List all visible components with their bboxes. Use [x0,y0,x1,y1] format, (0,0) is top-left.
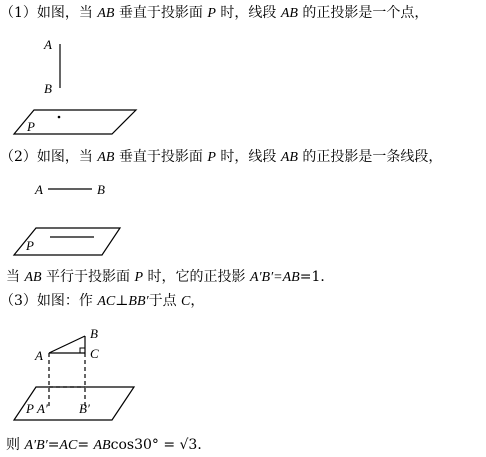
part3-text: （3）如图：作 AC⊥BB′于点 C， [0,293,205,309]
label-p: P [27,119,35,134]
label-b: B [97,182,105,197]
label-a: A [44,37,52,52]
part1-text: （1）如图，当 AB 垂直于投影面 P 时，线段 AB 的正投影是一个点， [0,5,429,21]
label-p: P [26,238,34,253]
label-b: B [90,326,98,341]
figure-1 [14,37,136,134]
label-a: A [35,182,43,197]
right-angle-mark [80,348,85,353]
figure-2 [14,182,120,255]
final-equation: 则 A′B′=AC= ABcos30° = √3． [6,437,212,453]
label-b: B [44,81,52,96]
part2-text: （2）如图，当 AB 垂直于投影面 P 时，线段 AB 的正投影是一条线段， [0,149,443,165]
label-p: P [26,401,34,416]
label-a: A [35,348,43,363]
label-c: C [90,346,99,361]
projection-point [58,116,61,119]
label-a-prime: A′ [37,401,48,416]
sqrt-three: √3 [179,437,198,453]
label-b-prime: B′ [79,401,90,416]
part2-conclusion: 当 AB 平行于投影面 P 时，它的正投影 A′B′=AB=1． [6,269,335,285]
figure-3 [14,326,134,420]
